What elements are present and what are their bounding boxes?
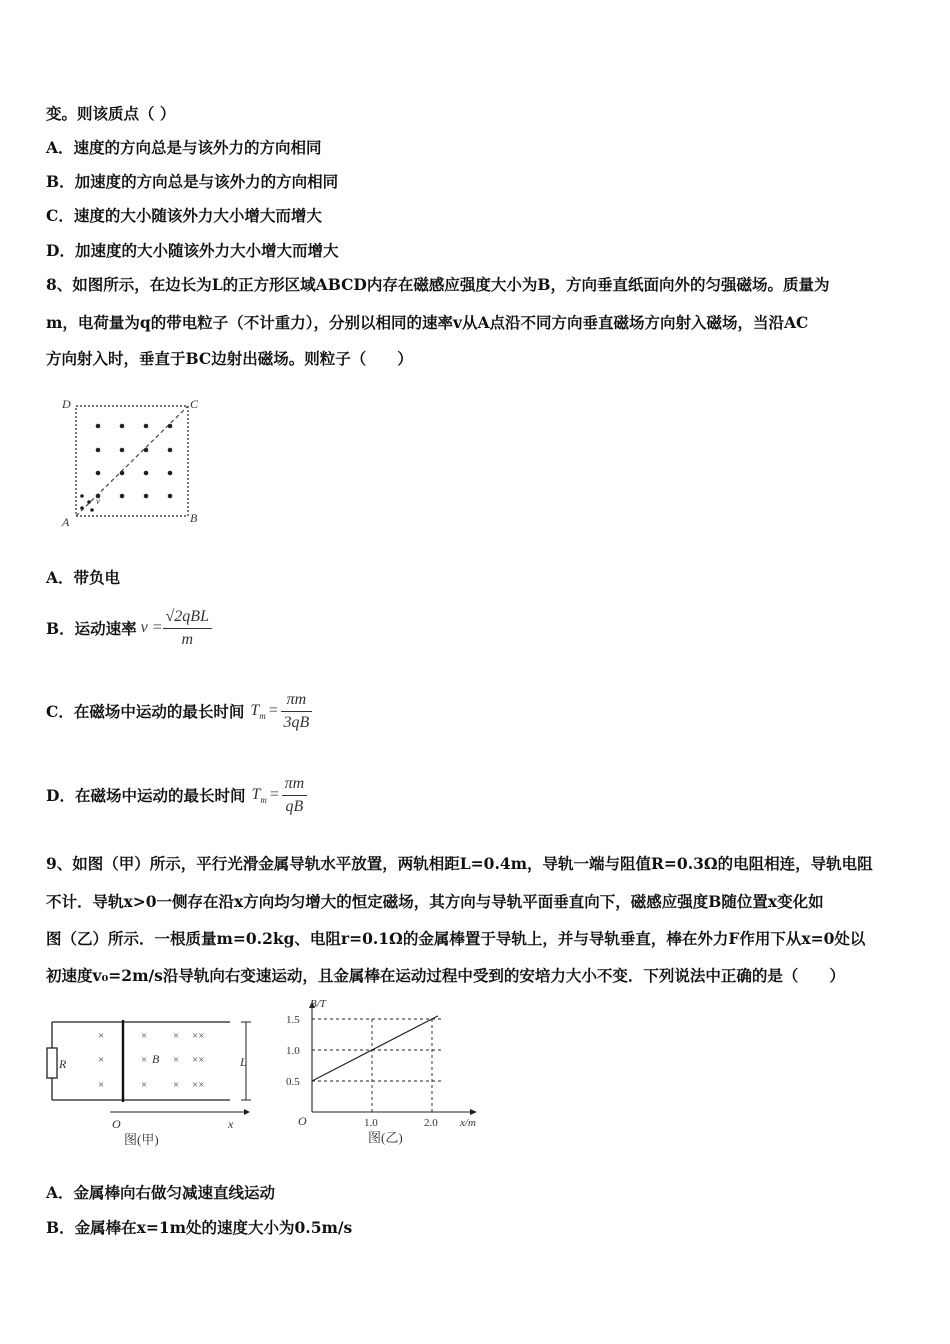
q8-option-c-lhs: $T_m$ bbox=[250, 701, 266, 721]
field-dots bbox=[80, 424, 172, 512]
svg-text:××: ×× bbox=[192, 1030, 205, 1042]
fraction-denominator: qB bbox=[285, 797, 304, 815]
q7-option-d: D．加速度的大小随该外力大小增大而增大 bbox=[46, 241, 339, 260]
origin-label: O bbox=[298, 1114, 307, 1128]
q9-rail-circuit-figure bbox=[40, 1012, 260, 1152]
label-x: x bbox=[228, 1117, 234, 1131]
x-axis-label: x/m bbox=[460, 1117, 476, 1129]
svg-text:×: × bbox=[141, 1030, 148, 1042]
q8-option-c-fraction bbox=[281, 689, 313, 734]
q8-option-d-label: D．在磁场中运动的最长时间 bbox=[46, 786, 246, 805]
q8-option-b bbox=[46, 600, 212, 656]
q8-option-b-label: B．运动速率 bbox=[46, 619, 137, 638]
fraction-numerator: √2qBL bbox=[163, 606, 212, 629]
svg-text:×: × bbox=[98, 1054, 105, 1066]
q7-option-b: B．加速度的方向总是与该外力的方向相同 bbox=[46, 172, 339, 191]
fraction-numerator: πm bbox=[281, 689, 313, 712]
q9-stem-line-4: 初速度v₀=2m/s沿导轨向右变速运动，且金属棒在运动过程中受到的安培力大小不变．下列说法中正确的是（ ） bbox=[46, 966, 845, 985]
svg-text:×: × bbox=[173, 1054, 180, 1066]
q9-option-a: A．金属棒向右做匀减速直线运动 bbox=[46, 1183, 276, 1202]
y-axis-label: B/T bbox=[310, 1000, 326, 1010]
svg-text:×: × bbox=[98, 1079, 105, 1091]
q8-stem-line-1: 8、如图所示，在边长为L的正方形区域ABCD内存在磁感应强度大小为B，方向垂直纸面向外的匀强磁场。质量为 bbox=[46, 275, 830, 294]
q8-option-b-fraction bbox=[163, 606, 212, 651]
q8-option-a: A．带负电 bbox=[46, 568, 121, 587]
diagonal-ac bbox=[76, 406, 188, 516]
q9-stem-line-1: 9、如图（甲）所示，平行光滑金属导轨水平放置，两轨相距L=0.4m，导轨一端与阻值R=0.3Ω的电阻相连，导轨电阻 bbox=[46, 854, 873, 873]
q8-option-c bbox=[46, 682, 312, 740]
caption-jia: 图(甲) bbox=[124, 1132, 159, 1147]
x-tick-label: 1.0 bbox=[364, 1117, 378, 1129]
svg-text:××: ×× bbox=[192, 1054, 205, 1066]
b-series-line bbox=[312, 1016, 438, 1081]
svg-text:×: × bbox=[173, 1030, 180, 1042]
q7-option-a: A．速度的方向总是与该外力的方向相同 bbox=[46, 138, 322, 157]
q8-option-c-label: C．在磁场中运动的最长时间 bbox=[46, 702, 245, 721]
label-c: C bbox=[190, 397, 199, 411]
q8-square-field-figure bbox=[56, 392, 216, 530]
y-tick-label: 0.5 bbox=[286, 1076, 300, 1088]
q9-stem-line-2: 不计．导轨x>0一侧存在沿x方向均匀增大的恒定磁场，其方向与导轨平面垂直向下，磁感应强度B随位置x变化如 bbox=[46, 892, 824, 911]
y-tick-label: 1.5 bbox=[286, 1014, 300, 1026]
svg-text:××: ×× bbox=[192, 1079, 205, 1091]
svg-text:×: × bbox=[98, 1030, 105, 1042]
label-b: B bbox=[190, 511, 198, 525]
q8-option-d-fraction bbox=[282, 773, 308, 818]
label-d: D bbox=[62, 397, 71, 411]
q7-option-c: C．速度的大小随该外力大小增大而增大 bbox=[46, 206, 322, 225]
y-tick-label: 1.0 bbox=[286, 1045, 300, 1057]
label-a: A bbox=[62, 515, 70, 529]
q8-option-d-equals: = bbox=[268, 786, 280, 803]
svg-text:×: × bbox=[141, 1054, 148, 1066]
q8-option-b-lhs: v = bbox=[140, 619, 163, 636]
q9-bx-graph bbox=[280, 1000, 490, 1150]
q9-option-b: B．金属棒在x=1m处的速度大小为0.5m/s bbox=[46, 1218, 353, 1237]
q8-option-d-lhs: $T_m$ bbox=[251, 785, 267, 805]
x-tick-label: 2.0 bbox=[424, 1117, 438, 1129]
svg-text:×: × bbox=[141, 1079, 148, 1091]
q8-stem-line-3: 方向射入时，垂直于BC边射出磁场。则粒子（ ） bbox=[46, 349, 413, 368]
label-o: O bbox=[112, 1117, 121, 1131]
label-b: B bbox=[152, 1052, 160, 1066]
svg-text:×: × bbox=[173, 1079, 180, 1091]
q8-stem-line-2: m，电荷量为q的带电粒子（不计重力），分别以相同的速率v从A点沿不同方向垂直磁场方向射入磁场，当沿AC bbox=[46, 313, 809, 332]
resistor bbox=[47, 1048, 57, 1078]
fraction-numerator: πm bbox=[282, 773, 308, 796]
label-v: v bbox=[96, 496, 100, 506]
caption-yi: 图(乙) bbox=[368, 1130, 403, 1145]
label-l: L bbox=[240, 1055, 247, 1069]
fraction-denominator: 3qB bbox=[283, 713, 310, 731]
label-r: R bbox=[59, 1057, 67, 1071]
q8-option-d bbox=[46, 766, 307, 824]
q7-stem-tail: 变。则该质点（ ） bbox=[46, 104, 176, 123]
fraction-denominator: m bbox=[181, 630, 194, 648]
q9-stem-line-3: 图（乙）所示．一根质量m=0.2kg、电阻r=0.1Ω的金属棒置于导轨上，并与导轨垂直，棒在外力F作用下从x=0处以 bbox=[46, 929, 866, 948]
q8-option-c-equals: = bbox=[267, 702, 279, 719]
